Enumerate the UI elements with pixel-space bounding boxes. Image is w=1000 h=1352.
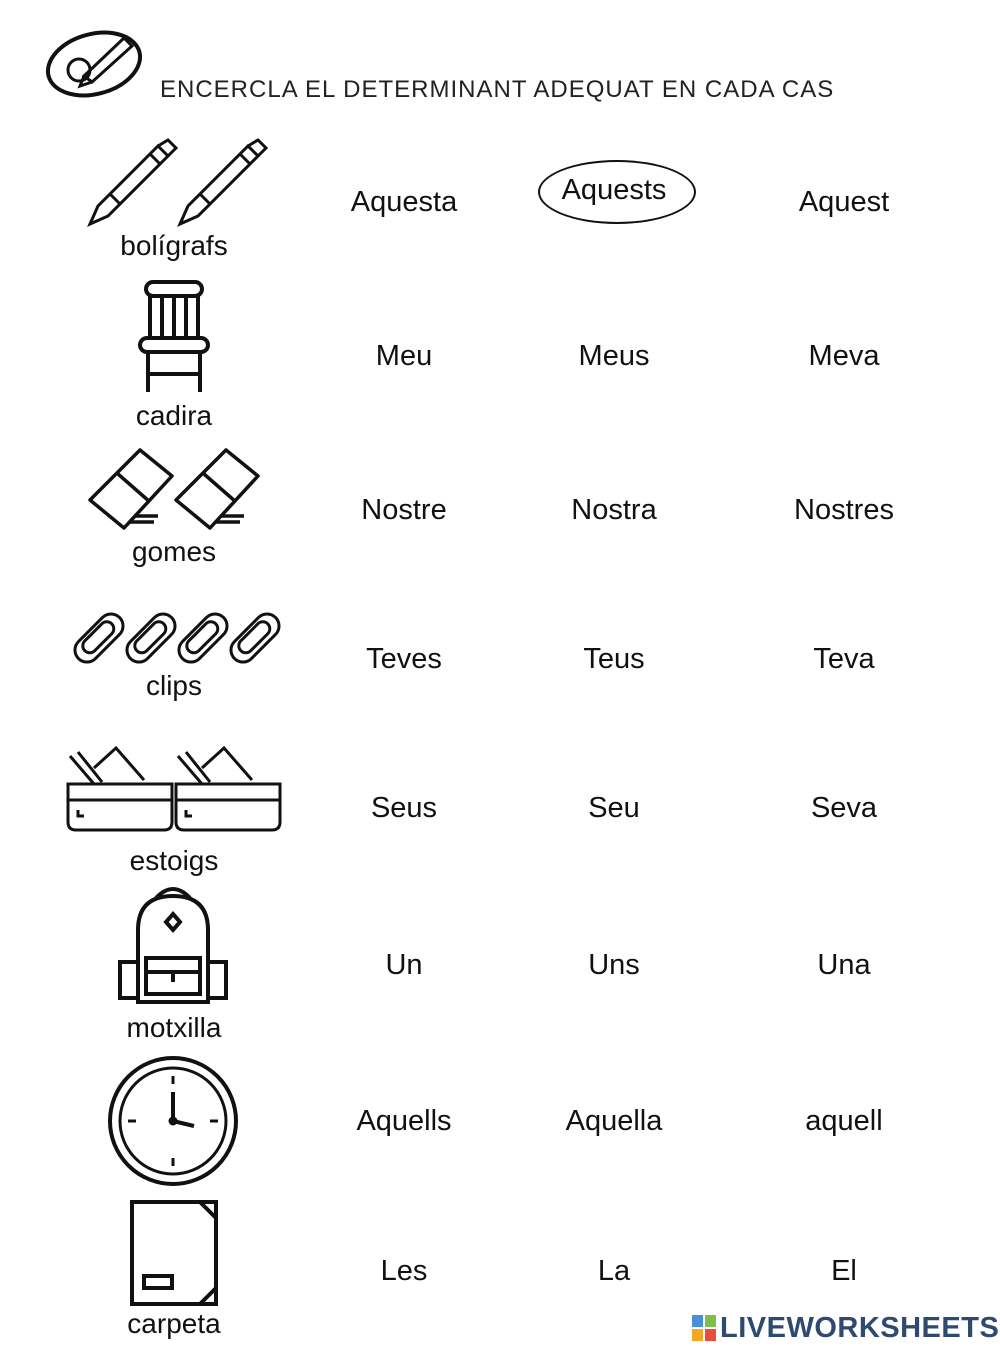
option-button[interactable]: Un	[385, 949, 423, 981]
option-button[interactable]: Teva	[813, 643, 875, 675]
option-button[interactable]: El	[831, 1255, 857, 1287]
pens-icon	[80, 136, 270, 232]
liveworksheets-logo	[692, 1312, 999, 1344]
row-label: motxilla	[126, 1012, 222, 1043]
clock-icon	[106, 1054, 240, 1188]
pencil-circle-icon	[44, 20, 150, 98]
option-button[interactable]: Meus	[578, 340, 650, 372]
folder-icon	[128, 1198, 220, 1308]
pencil-cases-icon	[64, 744, 284, 836]
option-button[interactable]: Seva	[810, 792, 878, 824]
option-button[interactable]: Nostre	[361, 494, 447, 526]
chair-icon	[136, 280, 212, 394]
backpack-icon	[116, 882, 230, 1006]
instruction-title: ENCERCLA EL DETERMINANT ADEQUAT EN CADA CAS	[160, 76, 835, 103]
option-button[interactable]: Una	[817, 949, 871, 981]
option-button[interactable]: Uns	[588, 949, 640, 981]
option-button[interactable]: Aquells	[356, 1105, 452, 1137]
row-label: gomes	[131, 536, 217, 567]
option-button[interactable]: Nostres	[794, 494, 894, 526]
row-label: carpeta	[127, 1308, 221, 1339]
option-button[interactable]: Seu	[588, 792, 640, 824]
brand-name: LIVEWORKSHEETS	[720, 1311, 1000, 1344]
option-button[interactable]: Seus	[370, 792, 438, 824]
logo-mark-icon	[692, 1315, 716, 1341]
option-button[interactable]: Teves	[366, 643, 442, 675]
paperclips-icon	[66, 612, 282, 670]
option-button[interactable]: La	[597, 1255, 631, 1287]
option-button[interactable]: Les	[380, 1255, 428, 1287]
option-button[interactable]: Aquesta	[350, 186, 458, 218]
option-button[interactable]: Meva	[808, 340, 880, 372]
erasers-icon	[84, 446, 264, 534]
option-button[interactable]: Meu	[375, 340, 433, 372]
option-button[interactable]: Teus	[583, 643, 645, 675]
row-label: estoigs	[129, 845, 219, 876]
row-label: cadira	[135, 400, 213, 431]
row-label: clips	[145, 670, 202, 701]
row-label: bolígrafs	[120, 230, 228, 261]
option-button[interactable]: Aquella	[565, 1105, 663, 1137]
option-button[interactable]: aquell	[805, 1105, 883, 1137]
option-button[interactable]: Aquest	[798, 186, 890, 218]
option-button[interactable]: Aquests	[561, 174, 667, 206]
option-button[interactable]: Nostra	[571, 494, 657, 526]
